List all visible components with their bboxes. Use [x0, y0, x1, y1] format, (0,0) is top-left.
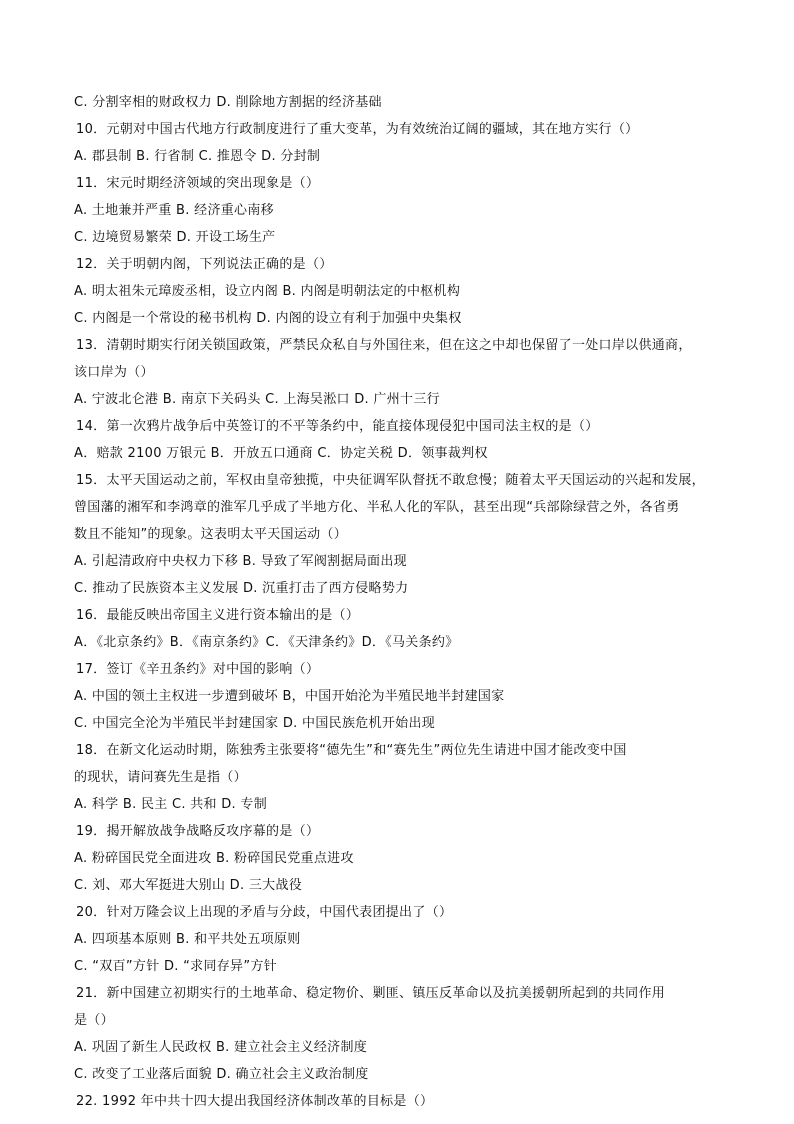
question-15: 15．太平天国运动之前，军权由皇帝独揽，中央征调军队督抚不敢怠慢；随着太平天国运动的兴起和发展，: [76, 473, 705, 488]
option-line: C. 刘、邓大军挺进大别山 D. 三大战役: [74, 878, 303, 893]
question-continuation: 的现状，请问赛先生是指（）: [74, 770, 247, 785]
question-14: 14．第一次鸦片战争后中英签订的不平等条约中，能直接体现侵犯中国司法主权的是（）: [76, 419, 599, 434]
question-12: 12．关于明朝内阁，下列说法正确的是（）: [76, 257, 333, 272]
question-11: 11．宋元时期经济领域的突出现象是（）: [76, 176, 320, 191]
question-22: 22. 1992 年中共十四大提出我国经济体制改革的目标是（）: [76, 1094, 434, 1109]
option-line: A．《北京条约》B．《南京条约》C．《天津条约》D．《马关条约》: [74, 635, 459, 650]
option-line: C. “双百”方针 D. “求同存异”方针: [74, 959, 277, 974]
option-line: A. 中国的领土主权进一步遭到破坏 B，中国开始沦为半殖民地半封建国家: [74, 689, 505, 704]
question-continuation: 该口岸为（）: [74, 365, 154, 380]
option-line: A. 明太祖朱元璋废丞相，设立内阁 B. 内阁是明朝法定的中枢机构: [74, 284, 461, 299]
question-16: 16．最能反映出帝国主义进行资本输出的是（）: [76, 608, 360, 623]
question-21: 21．新中国建立初期实行的土地革命、稳定物价、剿匪、镇压反革命以及抗美援朝所起到的共同作用: [76, 986, 666, 1001]
question-10: 10．元朝对中国古代地方行政制度进行了重大变革，为有效统治辽阔的疆域，其在地方实行（）: [76, 122, 639, 137]
option-line: C. 推动了民族资本主义发展 D. 沉重打击了西方侵略势力: [74, 581, 409, 596]
option-line: A. 巩固了新生人民政权 B. 建立社会主义经济制度: [74, 1040, 368, 1055]
option-line: C. 内阁是一个常设的秘书机构 D. 内阁的设立有利于加强中央集权: [74, 311, 462, 326]
question-13: 13．清朝时期实行闭关锁国政策，严禁民众私自与外国往来，但在这之中却也保留了一处口岸以供通商，: [76, 338, 692, 353]
question-18: 18．在新文化运动时期，陈独秀主张要将“德先生”和“赛先生”两位先生请进中国才能改变中国: [76, 743, 627, 758]
question-19: 19．揭开解放战争战略反攻序幕的是（）: [76, 824, 320, 839]
question-continuation: 数且不能知”的现象。这表明太平天国运动（）: [74, 527, 348, 542]
option-line: A. 郡县制 B. 行省制 C. 推恩令 D. 分封制: [74, 149, 321, 164]
option-line: A. 四项基本原则 B. 和平共处五项原则: [74, 932, 301, 947]
question-continuation: 曾国藩的湘军和李鸿章的淮军几乎成了半地方化、半私人化的军队，甚至出现“兵部除绿营之外，各省勇: [74, 500, 680, 515]
option-line: A. 土地兼并严重 B. 经济重心南移: [74, 203, 274, 218]
option-line: A. 粉碎国民党全面进攻 B. 粉碎国民党重点进攻: [74, 851, 354, 866]
option-line: C. 边境贸易繁荣 D. 开设工场生产: [74, 230, 276, 245]
option-line: C. 改变了工业落后面貌 D. 确立社会主义政治制度: [74, 1067, 369, 1082]
option-line: A．赔款 2100 万银元 B．开放五口通商 C．协定关税 D．领事裁判权: [74, 446, 488, 461]
option-line: A. 引起清政府中央权力下移 B. 导致了军阀割据局面出现: [74, 554, 407, 569]
option-line: C. 分割宰相的财政权力 D. 削除地方割据的经济基础: [74, 95, 382, 110]
option-line: C. 中国完全沦为半殖民半封建国家 D. 中国民族危机开始出现: [74, 716, 436, 731]
question-20: 20．针对万隆会议上出现的矛盾与分歧，中国代表团提出了（）: [76, 905, 453, 920]
option-line: A. 科学 B. 民主 C. 共和 D. 专制: [74, 797, 268, 812]
question-continuation: 是（）: [74, 1013, 114, 1028]
question-17: 17．签订《辛丑条约》对中国的影响（）: [76, 662, 320, 677]
option-line: A. 宁波北仑港 B. 南京下关码头 C. 上海吴淞口 D. 广州十三行: [74, 392, 440, 407]
